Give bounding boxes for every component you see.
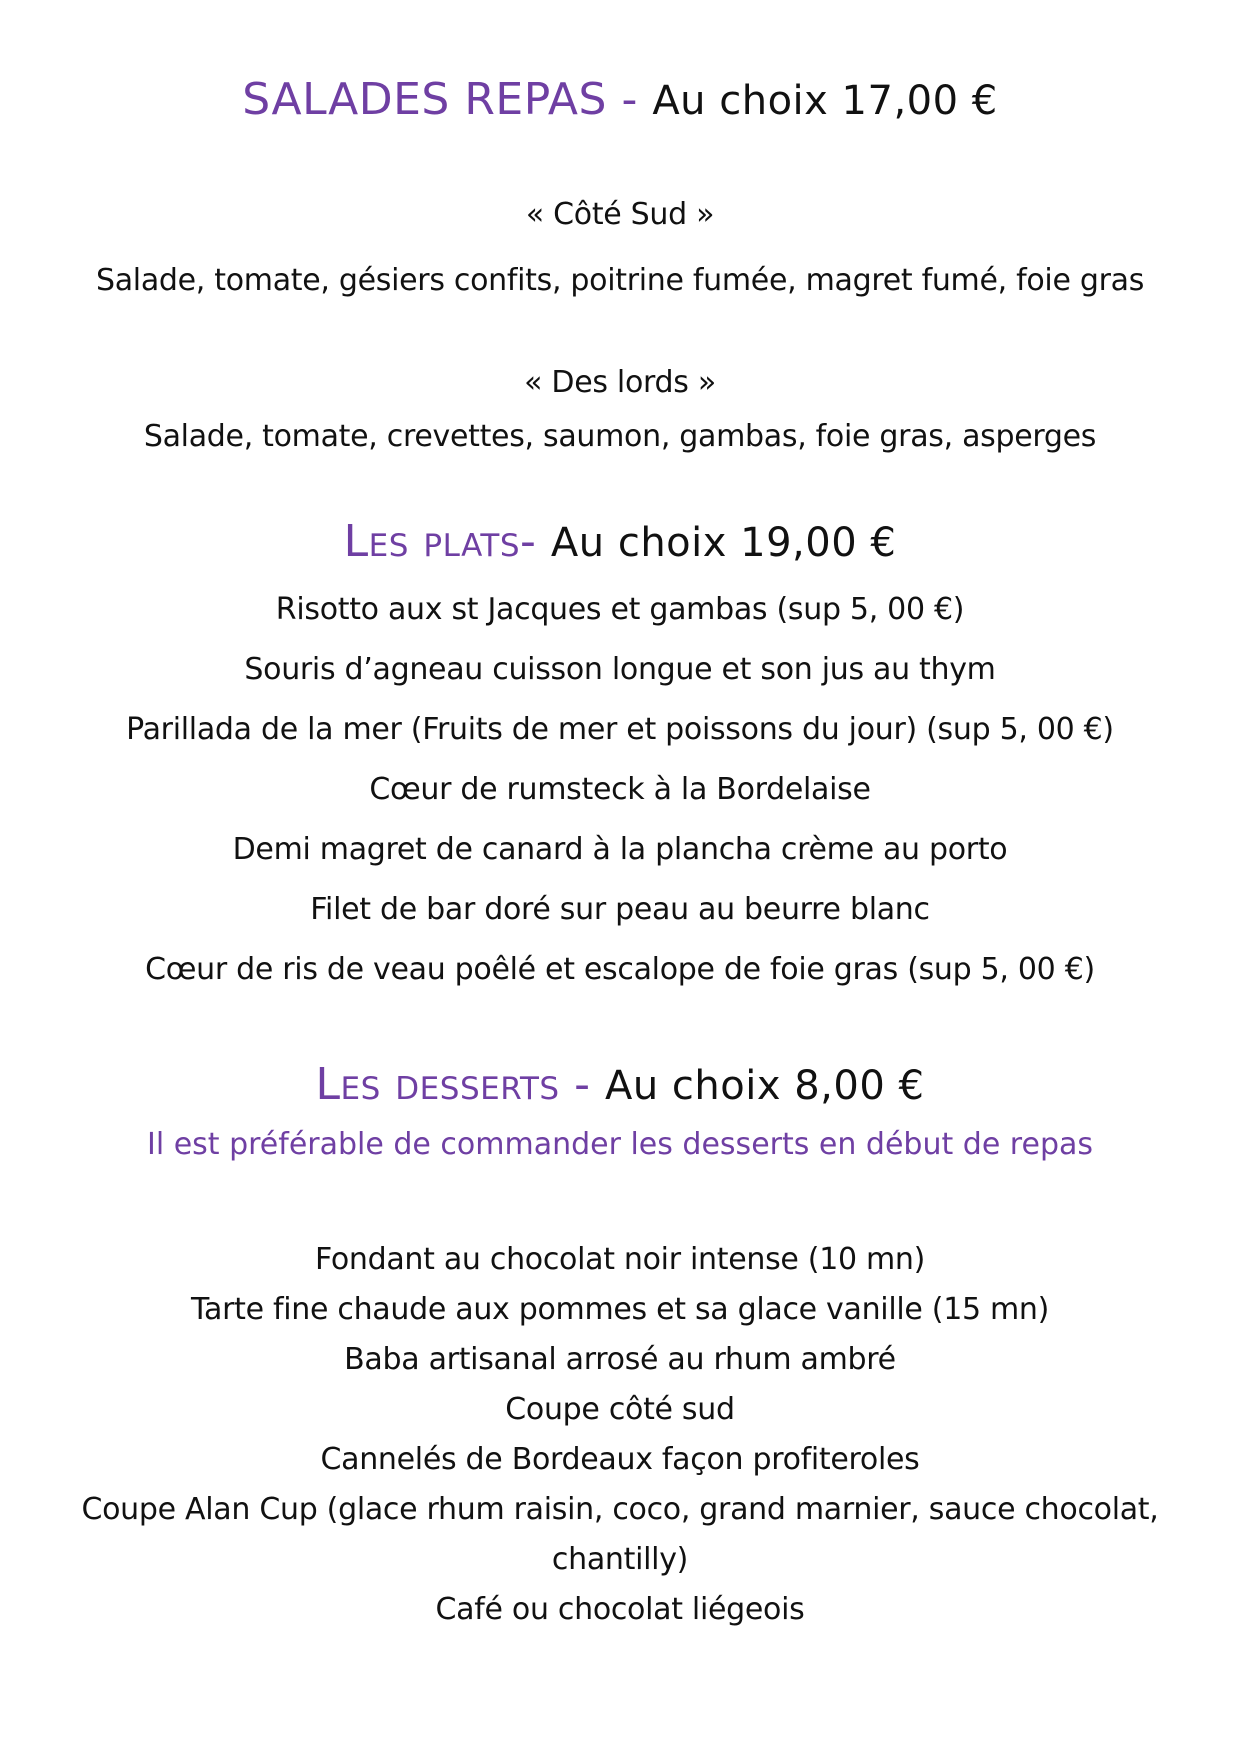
- dessert-item: Fondant au chocolat noir intense (10 mn): [314, 1242, 926, 1277]
- salade-description: Salade, tomate, crevettes, saumon, gambas, foie gras, asperges: [143, 419, 1097, 454]
- desserts-title: Les desserts: [315, 1059, 560, 1110]
- salade-name: « Des lords »: [524, 365, 716, 400]
- desserts-note: Il est préférable de commander les desserts en début de repas: [146, 1127, 1093, 1162]
- dessert-item: Baba artisanal arrosé au rhum ambré: [344, 1342, 896, 1377]
- desserts-price: Au choix 8,00 €: [604, 1063, 925, 1109]
- dessert-item: chantilly): [551, 1542, 689, 1577]
- plats-price: Au choix 19,00 €: [550, 520, 897, 566]
- plats-heading: [0, 516, 1240, 567]
- salades-title: SALADES REPAS: [242, 74, 607, 125]
- salade-description: Salade, tomate, gésiers confits, poitrine fumée, magret fumé, foie gras: [95, 263, 1145, 298]
- plats-title: Les plats: [343, 516, 521, 567]
- salade-name: « Côté Sud »: [525, 197, 715, 232]
- dessert-item: Café ou chocolat liégeois: [435, 1592, 805, 1627]
- plat-item: Filet de bar doré sur peau au beurre blanc: [310, 892, 930, 927]
- dessert-item: Cannelés de Bordeaux façon profiteroles: [320, 1442, 920, 1477]
- plat-item: Risotto aux st Jacques et gambas (sup 5, 00 €): [275, 592, 965, 627]
- desserts-separator: -: [559, 1059, 605, 1110]
- desserts-heading: [0, 1059, 1240, 1110]
- dessert-item: Coupe Alan Cup (glace rhum raisin, coco, grand marnier, sauce chocolat,: [81, 1492, 1159, 1527]
- plat-item: Parillada de la mer (Fruits de mer et poissons du jour) (sup 5, 00 €): [126, 712, 1114, 747]
- plat-item: Cœur de ris de veau poêlé et escalope de foie gras (sup 5, 00 €): [145, 952, 1095, 987]
- salades-separator: -: [606, 74, 653, 125]
- dessert-item: Tarte fine chaude aux pommes et sa glace vanille (15 mn): [190, 1292, 1050, 1327]
- plat-item: Cœur de rumsteck à la Bordelaise: [369, 772, 871, 807]
- salades-price: Au choix 17,00 €: [652, 78, 998, 124]
- plats-separator: -: [520, 516, 551, 567]
- salades-heading: [0, 74, 1240, 125]
- dessert-item: Coupe côté sud: [505, 1392, 735, 1427]
- plat-item: Souris d’agneau cuisson longue et son jus au thym: [244, 652, 996, 687]
- plat-item: Demi magret de canard à la plancha crème au porto: [232, 832, 1008, 867]
